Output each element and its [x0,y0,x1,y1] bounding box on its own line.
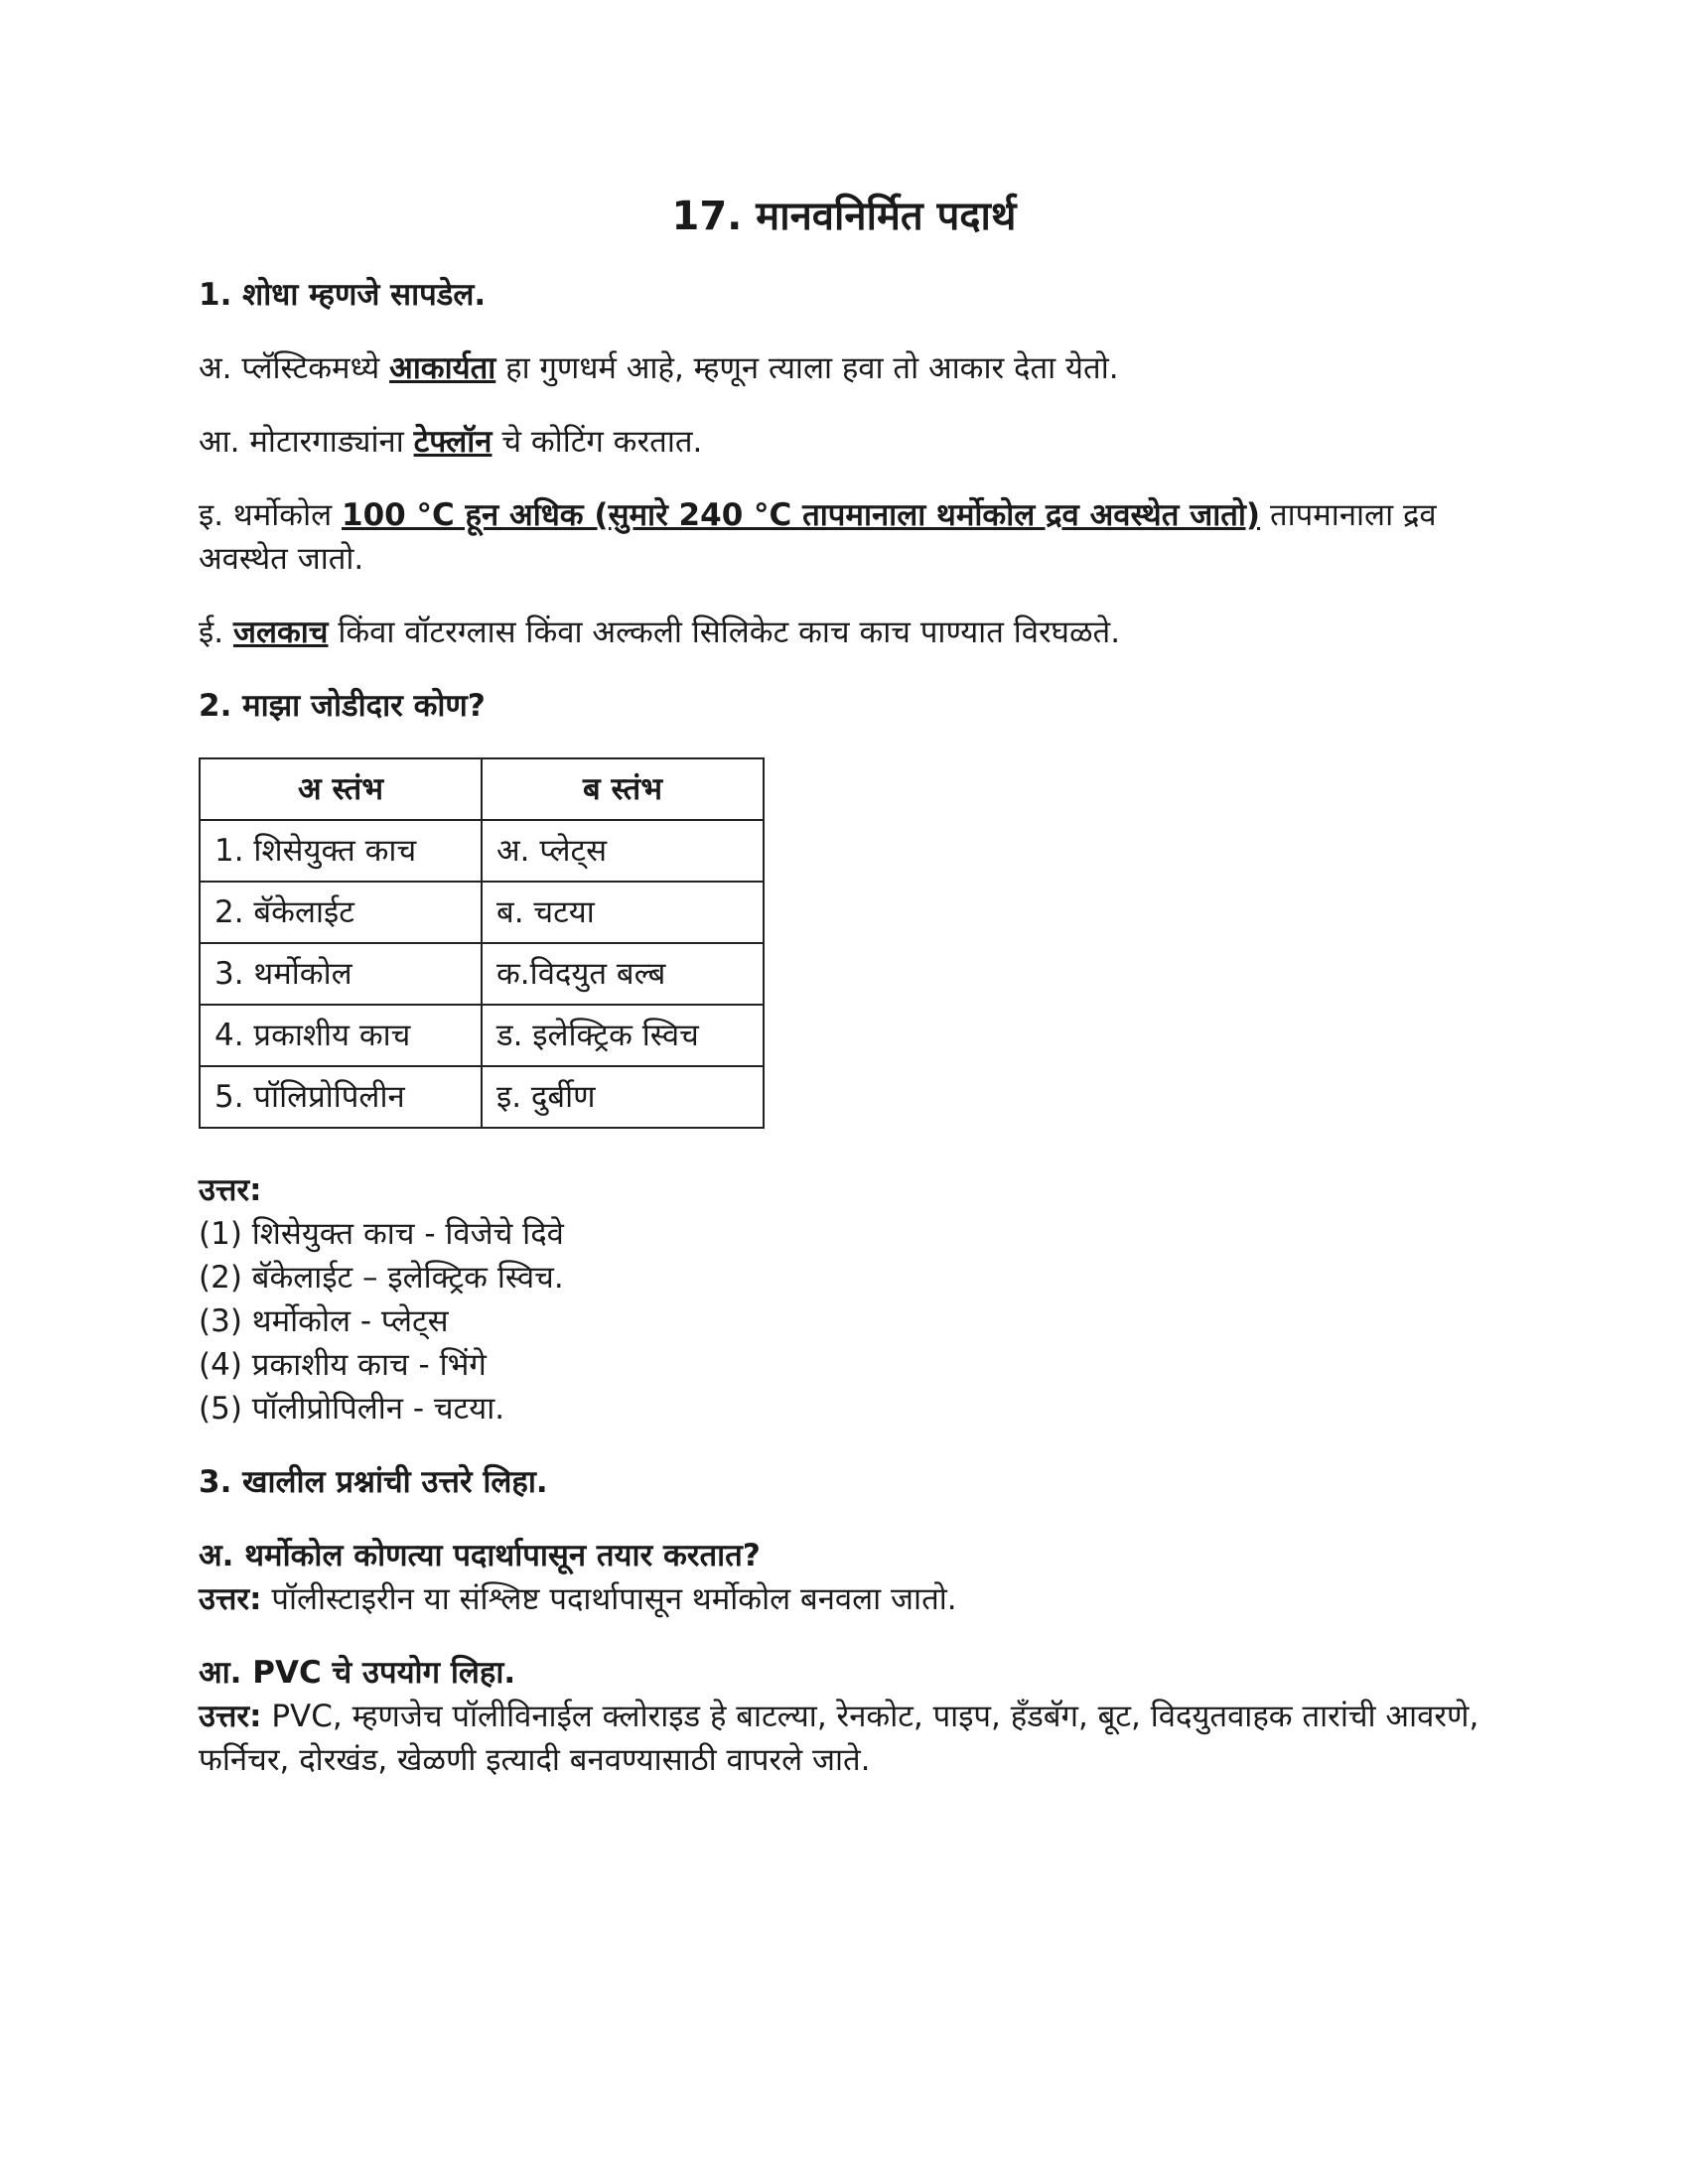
table-row [200,1005,764,1066]
matching-answers [199,1168,1489,1431]
answer-text [199,1695,1489,1782]
list-item: (4) प्रकाशीय काच - भिंगे [199,1346,487,1383]
table-cell: क.विदयुत बल्ब [482,943,764,1005]
table-cell: ब. चटया [482,882,764,943]
question-answer [199,1651,1489,1782]
item-text: आ. मोटारगाड्यांना [199,423,414,460]
document-page [199,189,1489,1812]
table-row [200,820,764,882]
column-header: ब स्तंभ [482,758,764,820]
answer-label: उत्तर: [199,1581,262,1618]
table-cell: ड. इलेक्ट्रिक स्विच [482,1005,764,1066]
table-header-row [200,758,764,820]
item-text: हा गुणधर्म आहे, म्हणून त्याला हवा तो आकार देता येतो. [495,349,1119,386]
answer-label: उत्तर: [199,1171,262,1208]
item-text: अ. प्लॅस्टिकमध्ये [199,349,390,386]
question-text: आ. PVC चे उपयोग लिहा. [199,1655,516,1692]
section1-heading: 1. शोधा म्हणजे सापडेल. [199,276,487,313]
fill-blank-item [199,346,1489,390]
section2-heading: 2. माझा जोडीदार कोण? [199,687,486,724]
fill-blank-item [199,420,1489,464]
table-cell: इ. दुर्बीण [482,1066,764,1128]
question-text: अ. थर्मोकोल कोणत्या पदार्थापासून तयार करतात? [199,1538,761,1574]
matching-table [199,757,765,1129]
list-item: (2) बॅकेलाईट – इलेक्ट्रिक स्विच. [199,1259,564,1296]
table-row [200,1066,764,1128]
table-cell: अ. प्लेट्स [482,820,764,882]
page-title: 17. मानवनिर्मित पदार्थ [671,194,1017,239]
item-answer: जलकाच [232,614,329,650]
answer-body: PVC, म्हणजेच पॉलीविनाईल क्लोराइड हे बाटल्या, रेनकोट, पाइप, हँडबॅग, बूट, विदयुतवाहक तारांची आवरणे, फर्निचर, दोरखंड, खेळणी इत्यादी बनवण्यासाठी वापरले जाते. [199,1699,1479,1779]
fill-blank-item [199,611,1489,654]
item-answer: आकार्यता [389,349,496,386]
table-cell: 2. बॅकेलाईट [200,882,482,943]
item-answer: 100 °C हून अधिक (सुमारे 240 °C तापमानाला थर्मोकोल द्रव अवस्थेत जातो) [342,496,1261,533]
fill-blank-item [199,493,1489,581]
list-item: (5) पॉलीप्रोपिलीन - चटया. [199,1390,505,1427]
item-text: किंवा वॉटरग्लास किंवा अल्कली सिलिकेट काच काच पाण्यात विरघळते. [328,614,1121,650]
table-row [200,882,764,943]
column-header: अ स्तंभ [200,758,482,820]
item-answer: टेफ्लॉन [413,423,492,460]
answer-text [199,1577,1489,1621]
item-text: इ. थर्मोकोल [199,496,343,533]
item-text: तापमानाला द्रव अवस्थेत जातो. [199,496,1437,577]
table-cell: 4. प्रकाशीय काच [200,1005,482,1066]
section3-heading: 3. खालील प्रश्नांची उत्तरे लिहा. [199,1464,548,1500]
item-text: चे कोटिंग करतात. [492,423,703,460]
list-item: (3) थर्मोकोल - प्लेट्स [199,1302,449,1339]
table-cell: 3. थर्मोकोल [200,943,482,1005]
table-row [200,943,764,1005]
answer-body: पॉलीस्टाइरीन या संश्लिष्ट पदार्थापासून थर्मोकोल बनवला जातो. [261,1581,957,1618]
table-cell: 1. शिसेयुक्त काच [200,820,482,882]
answer-label: उत्तर: [199,1699,262,1735]
list-item: (1) शिसेयुक्त काच - विजेचे दिवे [199,1215,564,1252]
table-cell: 5. पॉलिप्रोपिलीन [200,1066,482,1128]
question-answer [199,1534,1489,1621]
item-text: ई. [199,614,233,650]
